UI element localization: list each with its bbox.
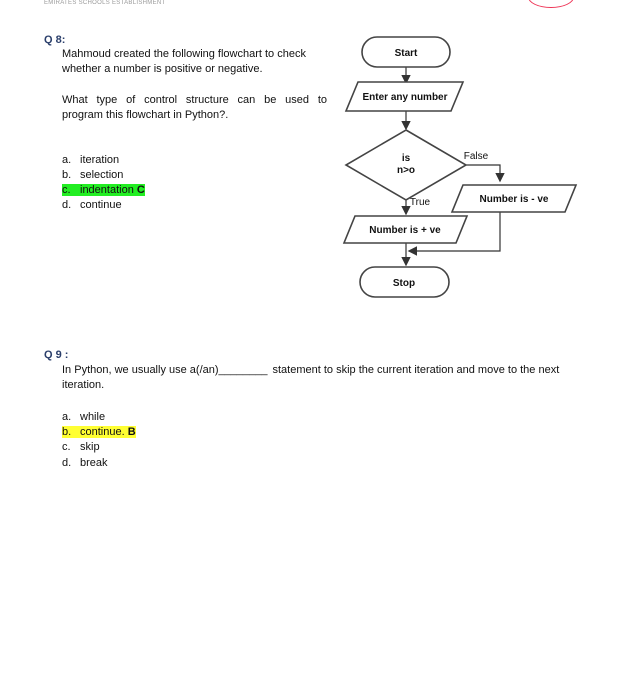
true-label: True <box>409 197 431 208</box>
q9-option-c <box>62 440 100 454</box>
q8-description-line2: whether a number is positive or negative. <box>62 63 263 75</box>
false-label: False <box>463 151 489 162</box>
decision-label-line1: is <box>401 153 411 164</box>
answer-mark: B <box>127 426 136 438</box>
decision-label-line2: n>o <box>396 165 416 176</box>
q9-question <box>62 363 577 393</box>
start-label: Start <box>394 48 418 59</box>
q9-blank: ________ <box>218 364 268 376</box>
input-label: Enter any number <box>362 92 448 103</box>
option-text: iteration <box>80 154 120 166</box>
q8-description-line1: Mahmoud created the following flowchart to check <box>62 48 306 60</box>
connector-false <box>466 165 500 180</box>
option-letter: a. <box>62 154 72 166</box>
q9-option-a <box>62 410 105 424</box>
positive-output-label: Number is + ve <box>369 225 441 236</box>
q9-question-line2: iteration. <box>62 379 105 391</box>
q9-question-end: statement to skip the current iteration and move to the next <box>272 364 560 376</box>
option-text: continue. <box>80 426 125 438</box>
option-letter: d. <box>62 199 72 211</box>
school-header-logo: EMIRATES SCHOOLS ESTABLISHMENT <box>44 0 166 6</box>
q8-prompt-line2: program this flowchart in Python?. <box>62 109 229 121</box>
option-text: indentation <box>80 184 134 196</box>
option-letter: d. <box>62 457 72 469</box>
option-letter: b. <box>62 169 72 181</box>
q9-option-d <box>62 456 108 470</box>
stop-label: Stop <box>392 278 416 289</box>
negative-output-label: Number is - ve <box>479 194 549 205</box>
option-letter: c. <box>62 441 71 453</box>
q9-question-start: In Python, we usually use a(/an) <box>62 364 219 376</box>
option-letter: b. <box>62 426 72 438</box>
option-text: continue <box>80 199 122 211</box>
option-text: selection <box>80 169 124 181</box>
option-letter: c. <box>62 184 71 196</box>
q9-option-b-selected <box>62 425 136 439</box>
q8-prompt-line1: What type of control structure can be used to <box>62 94 327 106</box>
option-text: while <box>80 411 106 423</box>
q8-label: Q 8: <box>44 34 66 46</box>
option-text: break <box>80 457 108 469</box>
q9-label: Q 9 : <box>44 349 69 361</box>
answer-mark: C <box>136 184 145 196</box>
option-text: skip <box>80 441 100 453</box>
option-letter: a. <box>62 411 72 423</box>
flowchart <box>0 0 618 320</box>
q9-question-line1 <box>62 363 577 378</box>
